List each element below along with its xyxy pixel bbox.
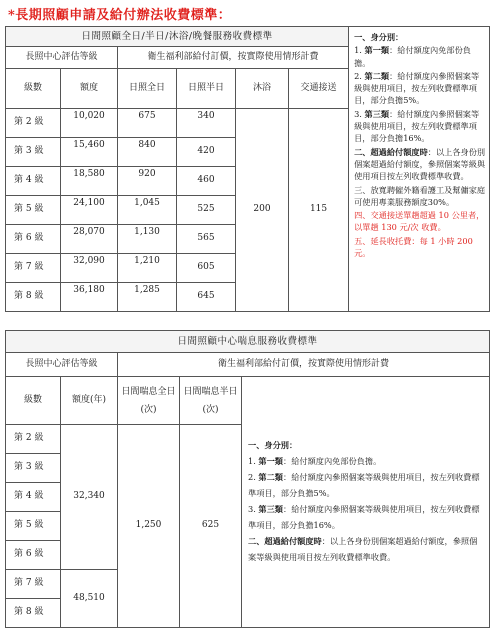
table-row: 第 2 級 10,020 675 340 200 115 bbox=[6, 109, 490, 138]
daycare-header: 日間照顧全日/半日/沐浴/晚餐服務收費標準 bbox=[6, 27, 349, 47]
col-subsidy: 衛生福利部給付訂價，按實際使用情形計費 bbox=[118, 353, 490, 377]
table-row: 第 3 級 bbox=[6, 454, 490, 483]
col-grade-level: 長照中心評估等級 bbox=[6, 47, 118, 69]
col-amount: 額度 bbox=[61, 69, 118, 109]
col-halfday: 日照半日 bbox=[177, 69, 236, 109]
transport-surcharge-note: 四、交通接送單趟超過 10 公里者，以單趟 130 元/次 收費。 bbox=[354, 210, 485, 233]
respite-fee-table bbox=[5, 330, 490, 628]
transport-fee: 115 bbox=[289, 109, 349, 312]
table-row: 第 5 級 bbox=[6, 512, 490, 541]
bath-fee: 200 bbox=[236, 109, 289, 312]
table-row: 第 4 級 bbox=[6, 483, 490, 512]
respite-amount-a: 32,340 bbox=[61, 425, 118, 570]
table-row: 第 7 級 32,090 1,210 605 bbox=[6, 254, 490, 283]
col-fullday: 日照全日 bbox=[118, 69, 177, 109]
respite-notes: 一、身分別： 1. 第一類：給付額度內免部份負擔。 2. 第二類：給付額度內參照個案等級與使用項目，按左列收費標準項目，部分負擔5%。 3. 第三類：給付額度內參照個案等級與使用項目，按左列收費標準項目，部分負擔16%。 二、超過給付額度時：以上各身份別個案超過給付額度，參照個案等級與使用項目按左列收費標準收費。 bbox=[242, 377, 490, 628]
page-title: *長期照顧申請及給付辦法收費標準： bbox=[8, 8, 232, 23]
table-row: 第 8 級 bbox=[6, 599, 490, 628]
daycare-notes: 一、身分別： 1. 第一類：給付額度內免部份負擔。 2. 第二類：給付額度內參照個案等級與使用項目，按左列收費標準項目，部分負擔5%。 3. 第三類：給付額度內參照個案等級與使用項目，按左列收費標準項目，部分負擔16%。 二、超過給付額度時：以上各身份別個案超過給付額度，參照個案等級與使用項目按左列收費標準收費。 三、放寬聘僱外籍看護工及幫傭家庭可使用專業服務額度30%。 四、交通接送單趟超過 10 公里者，以單趟 130 元/次 收費。 五、延長收托費：每 1 小時 200 元。 bbox=[349, 27, 490, 312]
table-row: 第 6 級 bbox=[6, 541, 490, 570]
col-halfday: 日間喘息半日(次) bbox=[180, 377, 242, 425]
respite-halfday-fee: 625 bbox=[180, 425, 242, 628]
respite-amount-b: 48,510 bbox=[61, 570, 118, 628]
table-row: 第 3 級 15,460 840 420 bbox=[6, 138, 490, 167]
respite-header: 日間照顧中心喘息服務收費標準 bbox=[6, 331, 490, 353]
col-subsidy: 衛生福利部給付訂價，按實際使用情形計費 bbox=[118, 47, 349, 69]
table-row: 第 4 級 18,580 920 460 bbox=[6, 167, 490, 196]
col-amount: 額度(年) bbox=[61, 377, 118, 425]
respite-fullday-fee: 1,250 bbox=[118, 425, 180, 628]
col-level: 級數 bbox=[6, 69, 61, 109]
table-row: 第 8 級 36,180 1,285 645 bbox=[6, 283, 490, 312]
table-row: 第 6 級 28,070 1,130 565 bbox=[6, 225, 490, 254]
table-row: 第 5 級 24,100 1,045 525 bbox=[6, 196, 490, 225]
col-fullday: 日間喘息全日(次) bbox=[118, 377, 180, 425]
col-transport: 交通接送 bbox=[289, 69, 349, 109]
col-grade-level: 長照中心評估等級 bbox=[6, 353, 118, 377]
table-row: 第 2 級 32,340 1,250 625 bbox=[6, 425, 490, 454]
extended-care-note: 五、延長收托費：每 1 小時 200 元。 bbox=[354, 235, 473, 259]
daycare-fee-table bbox=[5, 26, 490, 312]
col-level: 級數 bbox=[6, 377, 61, 425]
col-bath: 沐浴 bbox=[236, 69, 289, 109]
table-row: 第 7 級 48,510 bbox=[6, 570, 490, 599]
